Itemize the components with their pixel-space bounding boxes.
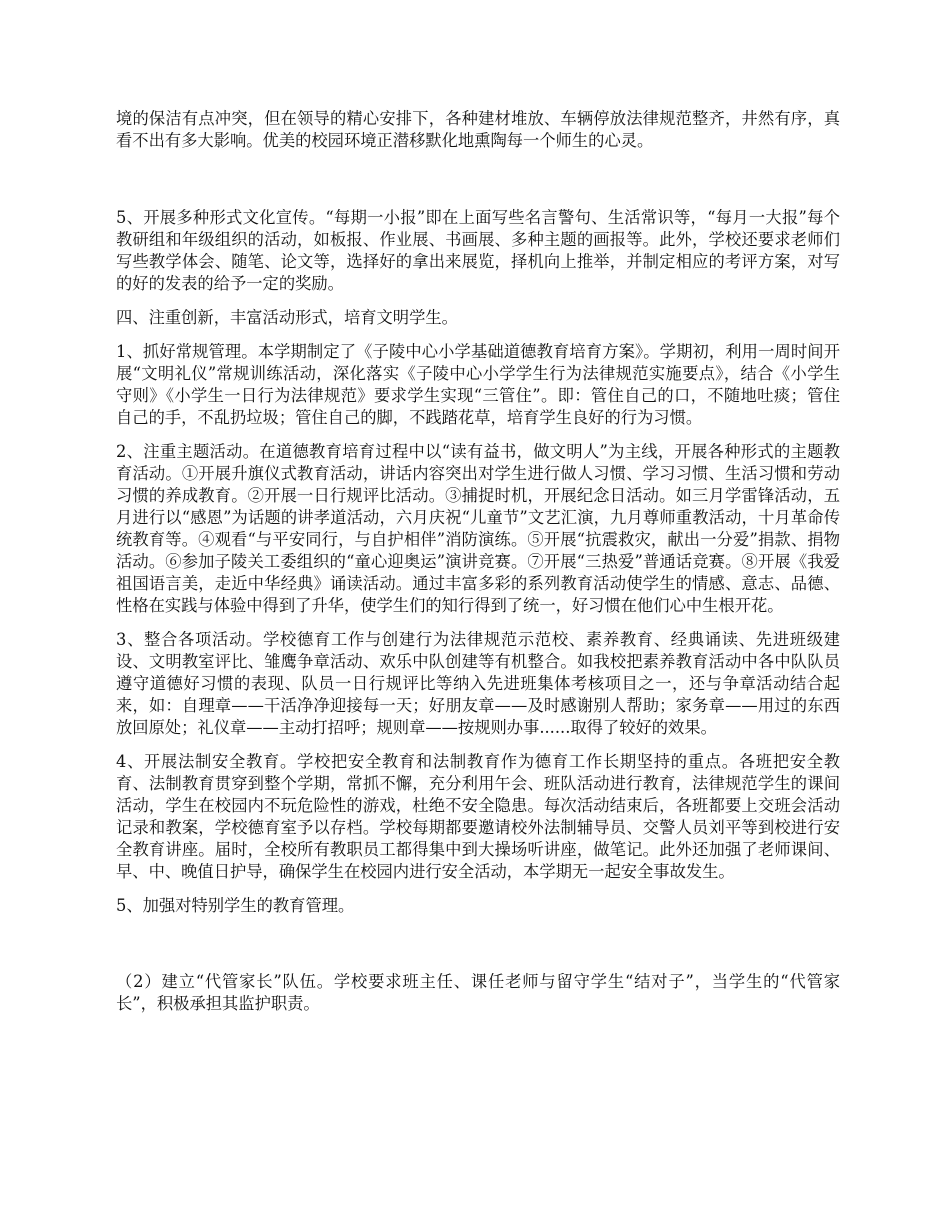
paragraph-routine-management: 1、抓好常规管理。本学期制定了《子陵中心小学基础道德教育培育方案》。学期初，利用一周时间开展“文明礼仪”常规训练活动，深化落实《子陵中心小学学生行为法律规范实施要点》，结合《小学生守则》《小学生一日行为法律规范》要求学生实现“三管住”。即：管住自己的口，不随地吐痰；管住自己的手，不乱扔垃圾；管住自己的脚，不践踏花草，培育学生良好的行为习惯。 <box>116 342 840 427</box>
paragraph-guardian-team: （2）建立“代管家长”队伍。学校要求班主任、课任老师与留守学生“结对子”，当学生的“代管家长”，积极承担其监护职责。 <box>116 972 840 1013</box>
paragraph-campus-environment: 境的保洁有点冲突，但在领导的精心安排下，各种建材堆放、车辆停放法律规范整齐，井然有序，真看不出有多大影响。优美的校园环境正潜移默化地熏陶每一个师生的心灵。 <box>116 109 840 150</box>
paragraph-theme-activities: 2、注重主题活动。在道德教育培育过程中以“读有益书，做文明人”为主线，开展各种形式的主题教育活动。①开展升旗仪式教育活动，讲话内容突出对学生进行做人习惯、学习习惯、生活习惯和劳动习惯的养成教育。②开展一日行规评比活动。③捕捉时机，开展纪念日活动。如三月学雷锋活动，五月进行以“感恩”为话题的讲孝道活动，六月庆祝“儿童节”文艺汇演，九月尊师重教活动，十月革命传统教育等。④观看“与平安同行，与自护相伴”消防演练。⑤开展“抗震救灾，献出一分爱”捐款、捐物活动。⑥参加子陵关工委组织的“童心迎奥运”演讲竞赛。⑦开展“三热爱”普通话竞赛。⑧开展《我爱祖国语言美，走近中华经典》诵读活动。通过丰富多彩的系列教育活动使学生的情感、意志、品德、性格在实践与体验中得到了升华，使学生们的知行得到了统一，好习惯在他们心中生根开花。 <box>116 442 840 615</box>
paragraph-special-students: 5、加强对特别学生的教育管理。 <box>116 896 355 915</box>
paragraph-culture-promotion: 5、开展多种形式文化宣传。“每期一小报”即在上面写些名言警句、生活常识等，“每月一大报”每个教研组和年级组织的活动，如板报、作业展、书画展、多种主题的画报等。此外，学校还要求老师们写些教学体会、随笔、论文等，选择好的拿出来展览，择机向上推举，并制定相应的考评方案，对写的好的发表的给予一定的奖励。 <box>116 208 840 293</box>
section-heading-innovation: 四、注重创新，丰富活动形式，培育文明学生。 <box>116 308 458 327</box>
paragraph-integrated-activities: 3、整合各项活动。学校德育工作与创建行为法律规范示范校、素养教育、经典诵读、先进班级建设、文明教室评比、雏鹰争章活动、欢乐中队创建等有机整合。如我校把素养教育活动中各中队队员遵守道德好习惯的表现、队员一日行规评比等纳入先进班集体考核项目之一，还与争章活动结合起来，如：自理章——干活净净迎接每一天；好朋友章——及时感谢别人帮助；家务章——用过的东西放回原处；礼仪章——主动打招呼；规则章——按规则办事......取得了较好的效果。 <box>116 630 840 737</box>
paragraph-safety-education: 4、开展法制安全教育。学校把安全教育和法制教育作为德育工作长期坚持的重点。各班把安全教育、法制教育贯穿到整个学期，常抓不懈，充分利用午会、班队活动进行教育，法律规范学生的课间活动，学生在校园内不玩危险性的游戏，杜绝不安全隐患。每次活动结束后，各班都要上交班会活动记录和教案，学校德育室予以存档。学校每期都要邀请校外法制辅导员、交警人员刘平等到校进行安全教育讲座。届时，全校所有教职员工都得集中到大操场听讲座，做笔记。此外还加强了老师课间、早、中、晚值日护导，确保学生在校园内进行安全活动，本学期无一起安全事故发生。 <box>116 752 840 881</box>
